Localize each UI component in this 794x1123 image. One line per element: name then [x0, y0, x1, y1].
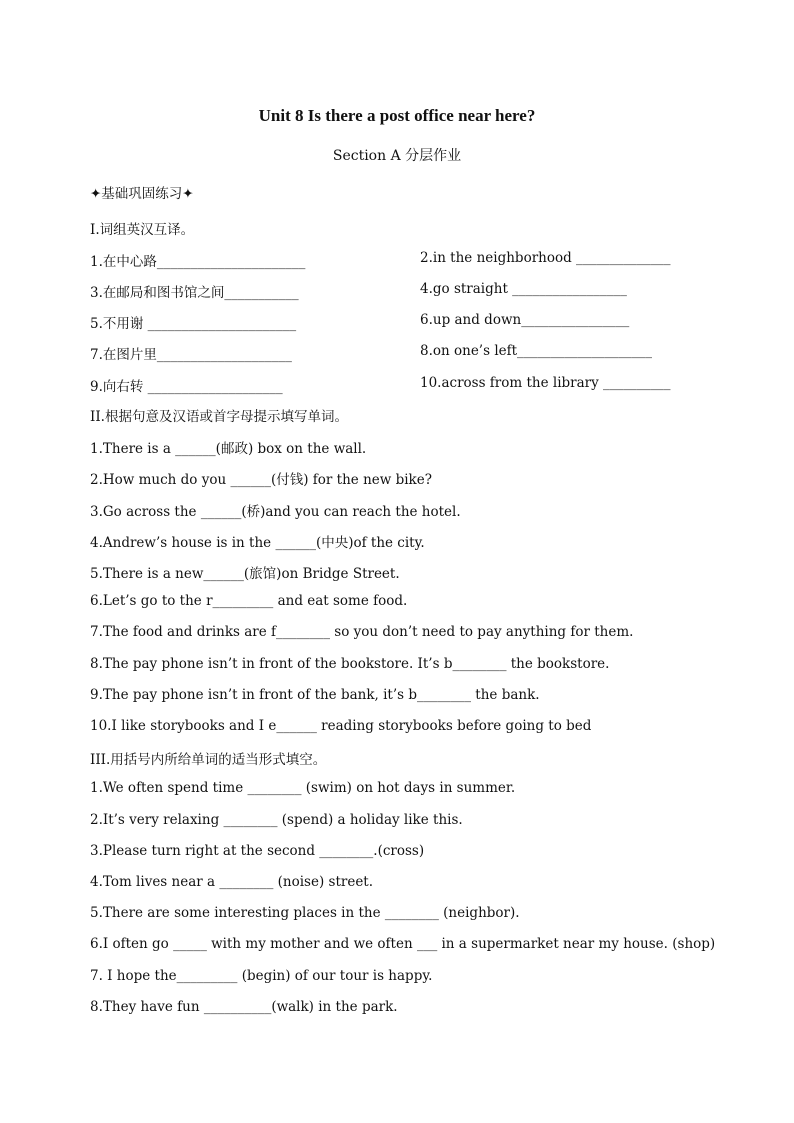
part3-item: 3.Please turn right at the second ________.(cross): [90, 843, 425, 859]
part3-heading: III.用括号内所给单词的适当形式填空。: [90, 752, 327, 768]
part1-item: 4.go straight _________________: [420, 281, 627, 297]
part2-item: 8.The pay phone isn’t in front of the bookstore. It’s b________ the bookstore.: [90, 656, 610, 672]
part1-item: 9.向右转 ____________________: [90, 379, 283, 395]
part3-item: 7. I hope the_________ (begin) of our tour is happy.: [90, 968, 433, 984]
part2-item: 5.There is a new______(旅馆)on Bridge Street.: [90, 566, 400, 582]
part2-item: 9.The pay phone isn’t in front of the bank, it’s b________ the bank.: [90, 687, 540, 703]
page-title: Unit 8 Is there a post office near here?: [258, 106, 536, 125]
part1-item: 6.up and down________________: [420, 312, 630, 328]
part3-item: 1.We often spend time ________ (swim) on hot days in summer.: [90, 780, 516, 796]
part2-item: 1.There is a ______(邮政) box on the wall.: [90, 441, 367, 457]
part3-item: 4.Tom lives near a ________ (noise) street.: [90, 874, 374, 890]
part1-item: 8.on one’s left____________________: [420, 343, 653, 359]
part1-item: 3.在邮局和图书馆之间___________: [90, 285, 299, 301]
part2-item: 4.Andrew’s house is in the ______(中央)of the city.: [90, 535, 425, 551]
section-header: ✦基础巩固练习✦: [90, 186, 194, 202]
part1-item: 7.在图片里____________________: [90, 347, 292, 363]
part3-item: 8.They have fun __________(walk) in the park.: [90, 999, 398, 1015]
part1-item: 5.不用谢 ______________________: [90, 316, 297, 332]
page-subtitle: Section A 分层作业: [332, 148, 462, 164]
part2-item: 7.The food and drinks are f________ so you don’t need to pay anything for them.: [90, 624, 634, 640]
part2-item: 3.Go across the ______(桥)and you can reach the hotel.: [90, 504, 461, 520]
part2-item: 6.Let’s go to the r_________ and eat some food.: [90, 593, 408, 609]
part2-heading: II.根据句意及汉语或首字母提示填写单词。: [90, 409, 348, 425]
part2-item: 10.I like storybooks and I e______ reading storybooks before going to bed: [90, 718, 592, 734]
part3-item: 5.There are some interesting places in the ________ (neighbor).: [90, 905, 520, 921]
part1-item: 10.across from the library __________: [420, 375, 671, 391]
part3-item: 2.It’s very relaxing ________ (spend) a holiday like this.: [90, 812, 463, 828]
part1-item: 2.in the neighborhood ______________: [420, 250, 671, 266]
part1-heading: I.词组英汉互译。: [90, 222, 195, 238]
part2-item: 2.How much do you ______(付钱) for the new bike?: [90, 472, 432, 488]
part1-item: 1.在中心路______________________: [90, 254, 306, 270]
part3-item: 6.I often go _____ with my mother and we often ___ in a supermarket near my house. (shop): [90, 936, 716, 952]
